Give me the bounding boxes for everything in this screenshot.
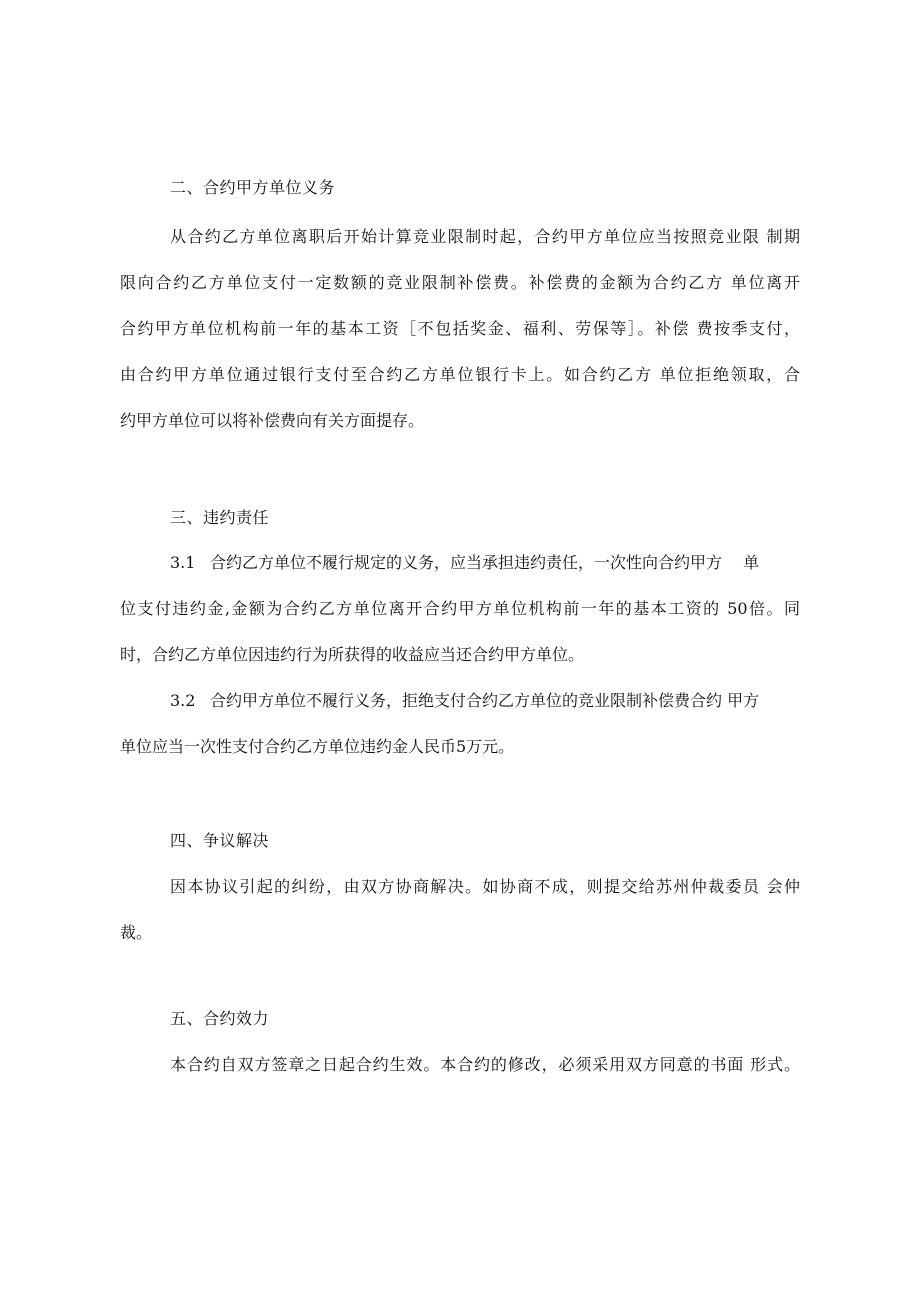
section-heading-dispute: 四、争议解决 (170, 831, 270, 850)
clause-first-line: 合约甲方单位不履行义务，拒绝支付合约乙方单位的竞业限制补偿费合约 甲方 (210, 691, 760, 710)
clause-number: 3.2 (170, 691, 196, 710)
clause-3-2 (170, 690, 800, 712)
paragraph-line: 单位应当一次性支付合约乙方单位违约金人民币5万元。 (120, 737, 515, 756)
clause-3-1 (170, 552, 800, 574)
paragraph-line: 因本协议引起的纠纷，由双方协商解决。如协商不成，则提交给苏州仲裁委员 会仲 (170, 877, 800, 896)
section-heading-effect: 五、合约效力 (170, 1009, 270, 1028)
paragraph-line: 从合约乙方单位离职后开始计算竞业限制时起，合约甲方单位应当按照竞业限 制期 (170, 227, 800, 246)
paragraph-line: 约甲方单位可以将补偿费向有关方面提存。 (120, 411, 425, 430)
paragraph-line: 裁。 (120, 923, 153, 942)
paragraph-line: 由合约甲方单位通过银行支付至合约乙方单位银行卡上。如合约乙方 单位拒绝领取，合 (120, 365, 800, 384)
paragraph-line: 限向合约乙方单位支付一定数额的竞业限制补偿费。补偿费的金额为合约乙方 单位离开 (120, 273, 800, 292)
clause-first-line: 合约乙方单位不履行规定的义务，应当承担违约责任，一次性向合约甲方 单 (210, 553, 760, 572)
clause-number: 3.1 (170, 553, 196, 572)
paragraph-line: 本合约自双方签章之日起合约生效。本合约的修改，必须采用双方同意的书面 形式。 (170, 1055, 800, 1074)
section-heading-obligations: 二、合约甲方单位义务 (170, 178, 336, 197)
paragraph-line: 合约甲方单位机构前一年的基本工资［不包括奖金、福利、劳保等］。补偿 费按季支付， (120, 319, 800, 338)
section-heading-liability: 三、违约责任 (170, 508, 270, 527)
paragraph-line: 位支付违约金,金额为合约乙方单位离开合约甲方单位机构前一年的基本工资的 50倍。同 (120, 599, 800, 618)
paragraph-line: 时，合约乙方单位因违约行为所获得的收益应当还合约甲方单位。 (120, 645, 585, 664)
